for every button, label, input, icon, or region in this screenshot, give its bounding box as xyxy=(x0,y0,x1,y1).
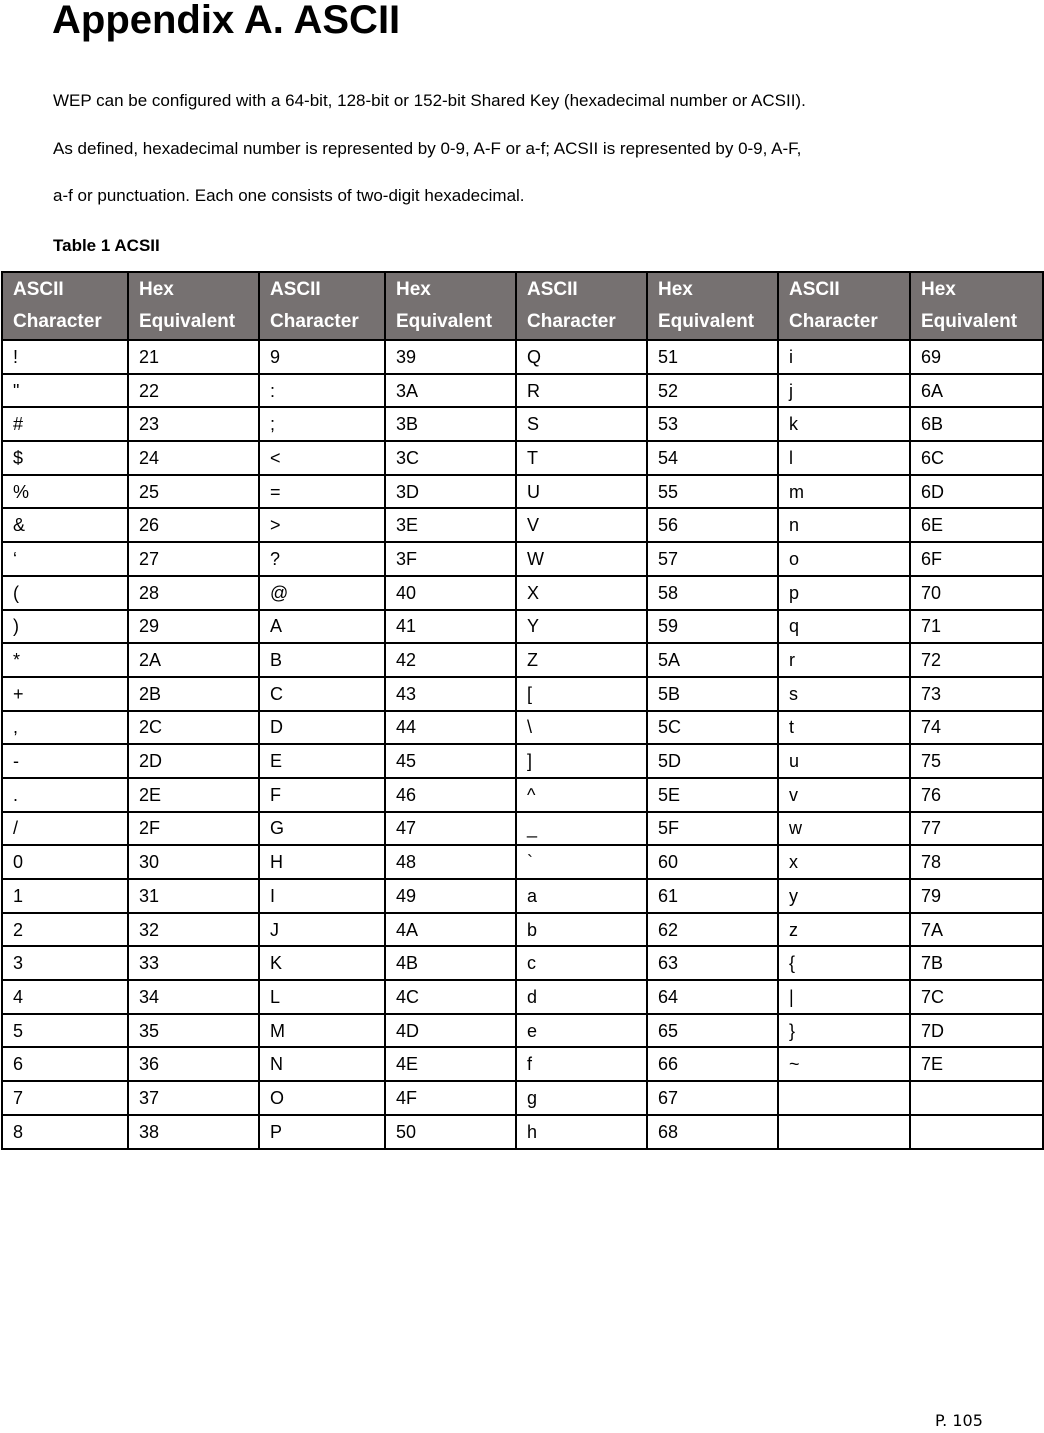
table-row xyxy=(2,643,1043,677)
ascii-character-cell: h xyxy=(516,1115,647,1149)
hex-equivalent-cell: 47 xyxy=(385,812,516,846)
ascii-character-cell: m xyxy=(778,475,910,509)
ascii-table xyxy=(1,271,1044,1150)
ascii-character-cell: 7 xyxy=(2,1081,128,1115)
table-row xyxy=(2,913,1043,947)
hex-equivalent-cell: 2E xyxy=(128,778,259,812)
intro-paragraph-line: WEP can be configured with a 64-bit, 128-bit or 152-bit Shared Key (hexadecimal number or ACSII). xyxy=(53,91,806,110)
ascii-character-cell: 8 xyxy=(2,1115,128,1149)
hex-equivalent-cell: 4C xyxy=(385,980,516,1014)
ascii-character-cell: " xyxy=(2,374,128,408)
ascii-character-cell: } xyxy=(778,1014,910,1048)
column-header-line: ASCII xyxy=(789,279,840,300)
ascii-character-cell: < xyxy=(259,441,385,475)
hex-equivalent-cell: 6B xyxy=(910,407,1043,441)
ascii-character-cell: 1 xyxy=(2,879,128,913)
ascii-character-cell: 6 xyxy=(2,1047,128,1081)
hex-equivalent-cell: 3D xyxy=(385,475,516,509)
table-row xyxy=(2,744,1043,778)
column-header-line: ASCII xyxy=(13,279,64,300)
hex-equivalent-cell: 3E xyxy=(385,508,516,542)
ascii-character-cell: G xyxy=(259,812,385,846)
intro-paragraph-line: As defined, hexadecimal number is represented by 0-9, A-F or a-f; ACSII is represented by 0-9, A-F, xyxy=(53,139,802,158)
hex-equivalent-cell: 78 xyxy=(910,845,1043,879)
page-title: Appendix A. ASCII xyxy=(52,0,401,42)
ascii-character-cell: _ xyxy=(516,812,647,846)
ascii-character-cell: W xyxy=(516,542,647,576)
column-header-line: Hex xyxy=(921,279,956,300)
hex-equivalent-cell: 3F xyxy=(385,542,516,576)
ascii-character-cell: | xyxy=(778,980,910,1014)
hex-equivalent-cell: 59 xyxy=(647,610,778,644)
ascii-character-cell: n xyxy=(778,508,910,542)
hex-equivalent-cell: 79 xyxy=(910,879,1043,913)
ascii-character-cell: l xyxy=(778,441,910,475)
hex-equivalent-cell: 58 xyxy=(647,576,778,610)
column-header-line: Equivalent xyxy=(139,311,236,332)
ascii-character-cell: r xyxy=(778,643,910,677)
ascii-character-cell: ( xyxy=(2,576,128,610)
ascii-character-cell: 4 xyxy=(2,980,128,1014)
ascii-character-cell: ; xyxy=(259,407,385,441)
hex-equivalent-cell: 77 xyxy=(910,812,1043,846)
hex-equivalent-cell: 72 xyxy=(910,643,1043,677)
hex-equivalent-cell: 65 xyxy=(647,1014,778,1048)
column-header-line: Character xyxy=(789,311,878,332)
hex-equivalent-cell: 6E xyxy=(910,508,1043,542)
hex-equivalent-cell: 52 xyxy=(647,374,778,408)
hex-equivalent-cell: 22 xyxy=(128,374,259,408)
ascii-character-cell: & xyxy=(2,508,128,542)
hex-equivalent-cell: 66 xyxy=(647,1047,778,1081)
ascii-character-cell: [ xyxy=(516,677,647,711)
ascii-character-cell: / xyxy=(2,812,128,846)
ascii-character-cell: u xyxy=(778,744,910,778)
hex-equivalent-cell: 61 xyxy=(647,879,778,913)
ascii-character-cell xyxy=(778,1081,910,1115)
hex-equivalent-cell: 4B xyxy=(385,946,516,980)
ascii-character-cell: N xyxy=(259,1047,385,1081)
column-header-line: Character xyxy=(13,311,102,332)
hex-equivalent-cell: 35 xyxy=(128,1014,259,1048)
table-row xyxy=(2,711,1043,745)
ascii-character-cell: S xyxy=(516,407,647,441)
hex-equivalent-cell: 5B xyxy=(647,677,778,711)
table-row xyxy=(2,1047,1043,1081)
column-header-line: Equivalent xyxy=(658,311,755,332)
ascii-character-cell: L xyxy=(259,980,385,1014)
hex-equivalent-cell: 68 xyxy=(647,1115,778,1149)
hex-equivalent-cell: 7B xyxy=(910,946,1043,980)
table-row xyxy=(2,340,1043,374)
ascii-character-cell: \ xyxy=(516,711,647,745)
ascii-character-cell: J xyxy=(259,913,385,947)
ascii-character-cell: A xyxy=(259,610,385,644)
hex-equivalent-cell: 44 xyxy=(385,711,516,745)
ascii-character-cell: j xyxy=(778,374,910,408)
ascii-character-cell: Y xyxy=(516,610,647,644)
hex-equivalent-cell: 40 xyxy=(385,576,516,610)
column-header-line: Hex xyxy=(139,279,174,300)
hex-equivalent-cell: 30 xyxy=(128,845,259,879)
hex-equivalent-cell: 75 xyxy=(910,744,1043,778)
table-row xyxy=(2,407,1043,441)
table-row xyxy=(2,812,1043,846)
ascii-character-cell: o xyxy=(778,542,910,576)
column-header xyxy=(259,272,385,340)
ascii-character-cell: { xyxy=(778,946,910,980)
ascii-character-cell: b xyxy=(516,913,647,947)
ascii-character-cell: C xyxy=(259,677,385,711)
hex-equivalent-cell: 33 xyxy=(128,946,259,980)
ascii-character-cell: O xyxy=(259,1081,385,1115)
column-header-line: ASCII xyxy=(527,279,578,300)
ascii-character-cell: p xyxy=(778,576,910,610)
ascii-character-cell: , xyxy=(2,711,128,745)
hex-equivalent-cell: 4E xyxy=(385,1047,516,1081)
hex-equivalent-cell: 7C xyxy=(910,980,1043,1014)
column-header-line: ASCII xyxy=(270,279,321,300)
ascii-character-cell: % xyxy=(2,475,128,509)
hex-equivalent-cell: 7E xyxy=(910,1047,1043,1081)
ascii-character-cell: ~ xyxy=(778,1047,910,1081)
hex-equivalent-cell: 43 xyxy=(385,677,516,711)
ascii-character-cell: c xyxy=(516,946,647,980)
hex-equivalent-cell: 76 xyxy=(910,778,1043,812)
hex-equivalent-cell: 2F xyxy=(128,812,259,846)
ascii-character-cell: H xyxy=(259,845,385,879)
hex-equivalent-cell: 6D xyxy=(910,475,1043,509)
hex-equivalent-cell: 5F xyxy=(647,812,778,846)
ascii-character-cell: M xyxy=(259,1014,385,1048)
ascii-character-cell: a xyxy=(516,879,647,913)
table-row xyxy=(2,1115,1043,1149)
ascii-character-cell: s xyxy=(778,677,910,711)
table-row xyxy=(2,374,1043,408)
ascii-character-cell: x xyxy=(778,845,910,879)
hex-equivalent-cell: 70 xyxy=(910,576,1043,610)
hex-equivalent-cell: 74 xyxy=(910,711,1043,745)
ascii-character-cell: Q xyxy=(516,340,647,374)
ascii-character-cell: ^ xyxy=(516,778,647,812)
ascii-character-cell: 5 xyxy=(2,1014,128,1048)
ascii-character-cell: v xyxy=(778,778,910,812)
hex-equivalent-cell: 5A xyxy=(647,643,778,677)
hex-equivalent-cell: 62 xyxy=(647,913,778,947)
ascii-character-cell: f xyxy=(516,1047,647,1081)
table-row xyxy=(2,441,1043,475)
hex-equivalent-cell: 64 xyxy=(647,980,778,1014)
ascii-character-cell: k xyxy=(778,407,910,441)
table-row xyxy=(2,1081,1043,1115)
ascii-character-cell: T xyxy=(516,441,647,475)
hex-equivalent-cell: 69 xyxy=(910,340,1043,374)
table-row xyxy=(2,576,1043,610)
ascii-character-cell: . xyxy=(2,778,128,812)
column-header-line: Equivalent xyxy=(921,311,1018,332)
table-row xyxy=(2,980,1043,1014)
ascii-character-cell: Z xyxy=(516,643,647,677)
hex-equivalent-cell xyxy=(910,1081,1043,1115)
hex-equivalent-cell: 41 xyxy=(385,610,516,644)
ascii-character-cell: P xyxy=(259,1115,385,1149)
hex-equivalent-cell: 4A xyxy=(385,913,516,947)
ascii-character-cell: E xyxy=(259,744,385,778)
hex-equivalent-cell: 50 xyxy=(385,1115,516,1149)
ascii-character-cell: e xyxy=(516,1014,647,1048)
hex-equivalent-cell: 36 xyxy=(128,1047,259,1081)
ascii-character-cell: ) xyxy=(2,610,128,644)
column-header xyxy=(778,272,910,340)
hex-equivalent-cell: 29 xyxy=(128,610,259,644)
hex-equivalent-cell: 23 xyxy=(128,407,259,441)
ascii-character-cell: # xyxy=(2,407,128,441)
column-header-line: Character xyxy=(527,311,616,332)
ascii-character-cell: $ xyxy=(2,441,128,475)
hex-equivalent-cell: 7D xyxy=(910,1014,1043,1048)
ascii-character-cell: t xyxy=(778,711,910,745)
hex-equivalent-cell: 55 xyxy=(647,475,778,509)
ascii-character-cell: w xyxy=(778,812,910,846)
page-number: P. 105 xyxy=(935,1411,983,1430)
table-caption: Table 1 ACSII xyxy=(53,236,160,255)
hex-equivalent-cell: 31 xyxy=(128,879,259,913)
table-row xyxy=(2,845,1043,879)
ascii-character-cell: ? xyxy=(259,542,385,576)
hex-equivalent-cell: 46 xyxy=(385,778,516,812)
ascii-character-cell: @ xyxy=(259,576,385,610)
column-header-line: Hex xyxy=(396,279,431,300)
hex-equivalent-cell: 34 xyxy=(128,980,259,1014)
hex-equivalent-cell: 67 xyxy=(647,1081,778,1115)
hex-equivalent-cell: 4F xyxy=(385,1081,516,1115)
hex-equivalent-cell: 5C xyxy=(647,711,778,745)
ascii-character-cell: I xyxy=(259,879,385,913)
ascii-character-cell: B xyxy=(259,643,385,677)
column-header xyxy=(128,272,259,340)
hex-equivalent-cell: 21 xyxy=(128,340,259,374)
hex-equivalent-cell: 38 xyxy=(128,1115,259,1149)
hex-equivalent-cell: 6C xyxy=(910,441,1043,475)
hex-equivalent-cell: 54 xyxy=(647,441,778,475)
column-header xyxy=(516,272,647,340)
hex-equivalent-cell: 27 xyxy=(128,542,259,576)
column-header xyxy=(910,272,1043,340)
hex-equivalent-cell: 4D xyxy=(385,1014,516,1048)
ascii-character-cell: U xyxy=(516,475,647,509)
hex-equivalent-cell: 53 xyxy=(647,407,778,441)
table-row xyxy=(2,1014,1043,1048)
hex-equivalent-cell: 2A xyxy=(128,643,259,677)
hex-equivalent-cell: 49 xyxy=(385,879,516,913)
hex-equivalent-cell: 60 xyxy=(647,845,778,879)
ascii-character-cell: V xyxy=(516,508,647,542)
table-row xyxy=(2,778,1043,812)
hex-equivalent-cell: 3B xyxy=(385,407,516,441)
ascii-character-cell: 9 xyxy=(259,340,385,374)
ascii-character-cell: 2 xyxy=(2,913,128,947)
ascii-character-cell: ‘ xyxy=(2,542,128,576)
hex-equivalent-cell: 3A xyxy=(385,374,516,408)
hex-equivalent-cell: 26 xyxy=(128,508,259,542)
intro-paragraph-line: a-f or punctuation. Each one consists of two-digit hexadecimal. xyxy=(53,186,525,205)
hex-equivalent-cell xyxy=(910,1115,1043,1149)
table-header-row xyxy=(2,272,1043,340)
ascii-character-cell: ] xyxy=(516,744,647,778)
table-body xyxy=(2,340,1043,1149)
ascii-character-cell: q xyxy=(778,610,910,644)
hex-equivalent-cell: 24 xyxy=(128,441,259,475)
hex-equivalent-cell: 7A xyxy=(910,913,1043,947)
hex-equivalent-cell: 3C xyxy=(385,441,516,475)
table-row xyxy=(2,610,1043,644)
hex-equivalent-cell: 56 xyxy=(647,508,778,542)
hex-equivalent-cell: 6F xyxy=(910,542,1043,576)
hex-equivalent-cell: 71 xyxy=(910,610,1043,644)
table-row xyxy=(2,946,1043,980)
hex-equivalent-cell: 39 xyxy=(385,340,516,374)
table-header xyxy=(2,272,1043,340)
ascii-character-cell: 0 xyxy=(2,845,128,879)
hex-equivalent-cell: 2B xyxy=(128,677,259,711)
hex-equivalent-cell: 45 xyxy=(385,744,516,778)
column-header-line: Hex xyxy=(658,279,693,300)
column-header xyxy=(2,272,128,340)
hex-equivalent-cell: 5E xyxy=(647,778,778,812)
ascii-character-cell: z xyxy=(778,913,910,947)
hex-equivalent-cell: 63 xyxy=(647,946,778,980)
ascii-character-cell: - xyxy=(2,744,128,778)
column-header xyxy=(647,272,778,340)
ascii-character-cell: R xyxy=(516,374,647,408)
ascii-character-cell: ! xyxy=(2,340,128,374)
hex-equivalent-cell: 28 xyxy=(128,576,259,610)
hex-equivalent-cell: 57 xyxy=(647,542,778,576)
ascii-character-cell: 3 xyxy=(2,946,128,980)
ascii-character-cell: F xyxy=(259,778,385,812)
ascii-character-cell: y xyxy=(778,879,910,913)
table-row xyxy=(2,508,1043,542)
hex-equivalent-cell: 37 xyxy=(128,1081,259,1115)
hex-equivalent-cell: 6A xyxy=(910,374,1043,408)
ascii-character-cell: > xyxy=(259,508,385,542)
hex-equivalent-cell: 48 xyxy=(385,845,516,879)
ascii-character-cell: = xyxy=(259,475,385,509)
ascii-character-cell: g xyxy=(516,1081,647,1115)
hex-equivalent-cell: 2C xyxy=(128,711,259,745)
ascii-character-cell: d xyxy=(516,980,647,1014)
hex-equivalent-cell: 25 xyxy=(128,475,259,509)
ascii-character-cell: ` xyxy=(516,845,647,879)
table-row xyxy=(2,879,1043,913)
hex-equivalent-cell: 2D xyxy=(128,744,259,778)
hex-equivalent-cell: 51 xyxy=(647,340,778,374)
ascii-character-cell: X xyxy=(516,576,647,610)
ascii-character-cell: i xyxy=(778,340,910,374)
hex-equivalent-cell: 5D xyxy=(647,744,778,778)
ascii-character-cell: K xyxy=(259,946,385,980)
column-header-line: Equivalent xyxy=(396,311,493,332)
ascii-character-cell: : xyxy=(259,374,385,408)
hex-equivalent-cell: 73 xyxy=(910,677,1043,711)
ascii-character-cell xyxy=(778,1115,910,1149)
ascii-character-cell: + xyxy=(2,677,128,711)
table-row xyxy=(2,677,1043,711)
table-row xyxy=(2,475,1043,509)
ascii-character-cell: D xyxy=(259,711,385,745)
table-row xyxy=(2,542,1043,576)
column-header-line: Character xyxy=(270,311,359,332)
ascii-character-cell: * xyxy=(2,643,128,677)
column-header xyxy=(385,272,516,340)
hex-equivalent-cell: 32 xyxy=(128,913,259,947)
hex-equivalent-cell: 42 xyxy=(385,643,516,677)
